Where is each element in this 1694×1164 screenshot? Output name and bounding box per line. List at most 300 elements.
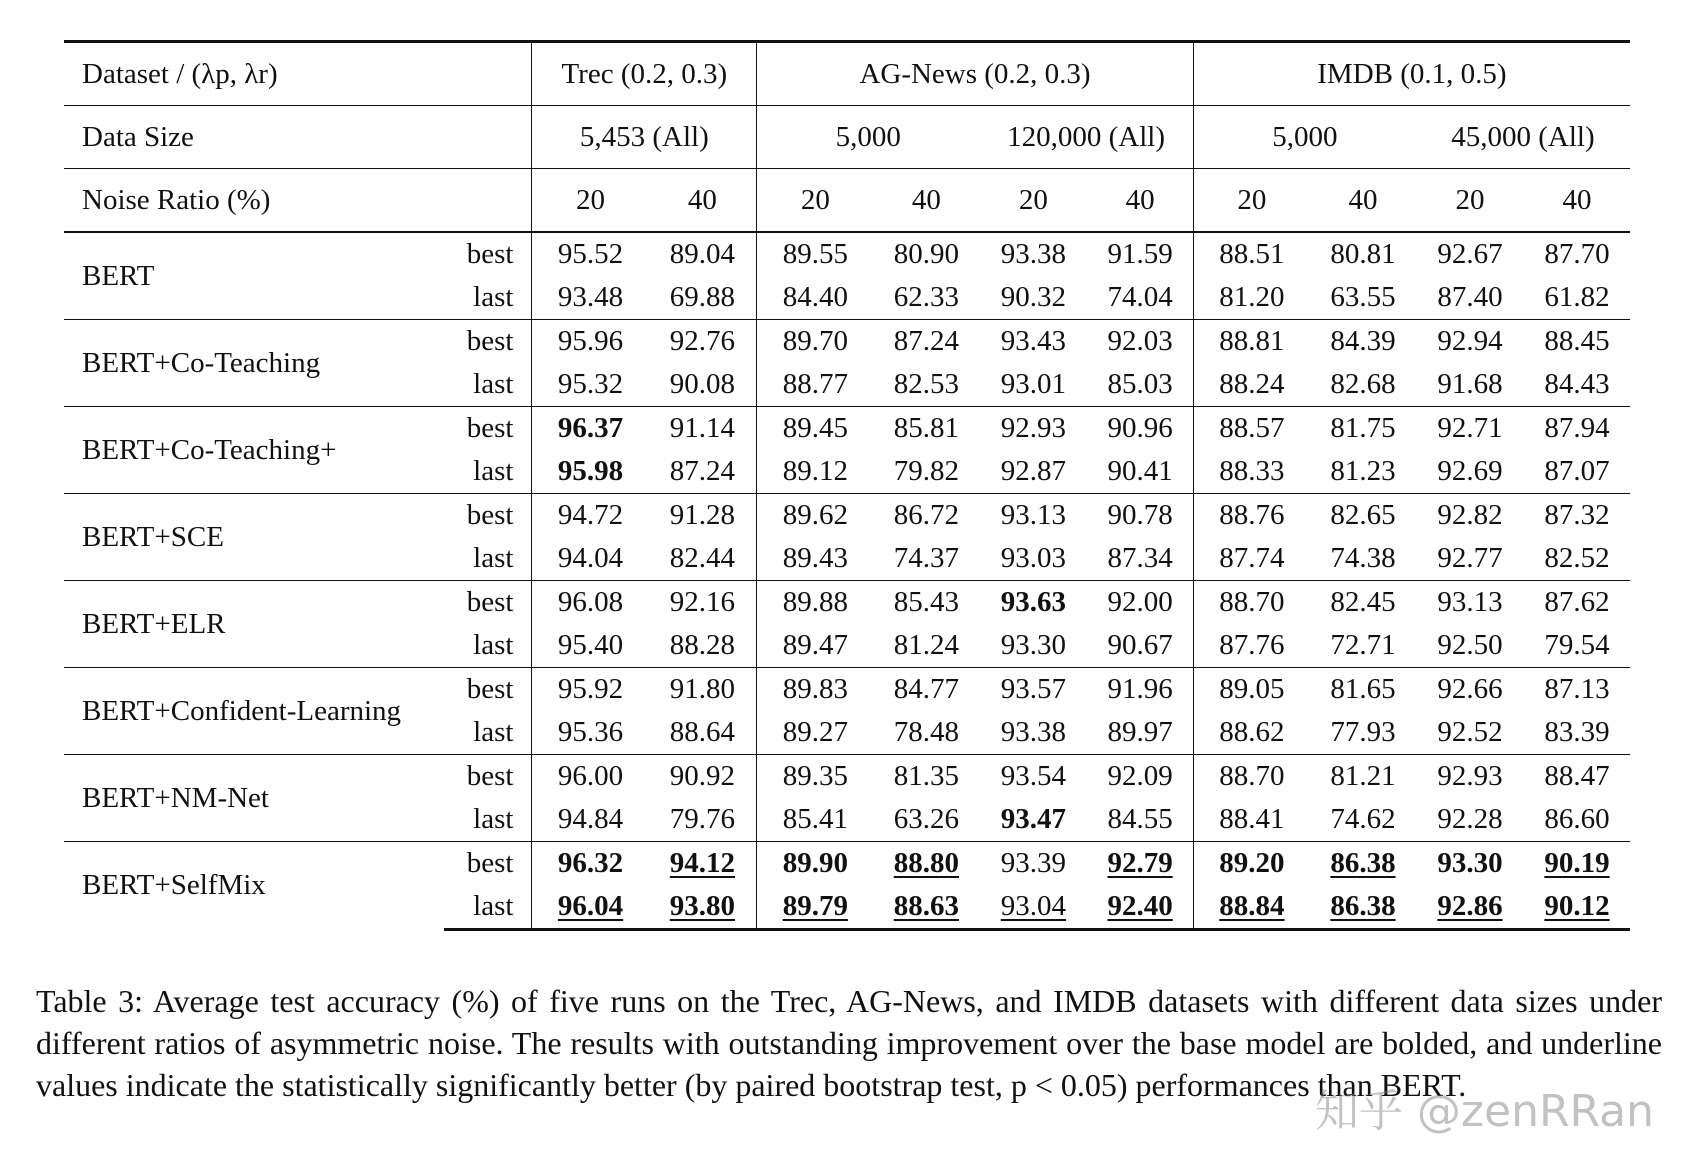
table-cell [1416,232,1524,276]
table-cell [1524,711,1630,755]
table-cell [1310,232,1416,276]
accuracy-value: 93.38 [1000,716,1066,748]
accuracy-value: 95.52 [557,238,624,270]
table-cell [979,755,1087,799]
table-cell [979,276,1087,320]
noise-ratio-cell: 20 [757,169,874,233]
accuracy-value: 74.62 [1330,803,1396,835]
table-cell [1524,624,1630,668]
table-cell [1193,494,1310,538]
table-row [64,842,1630,886]
method-name: BERT+SelfMix [64,842,444,930]
table-caption: Table 3: Average test accuracy (%) of five runs on the Trec, AG-News, and IMDB datasets with different data sizes under different ratios of asymmetric noise. The results with outstanding improvement over the base model are bolded, and underline values indicate the statistically significantly better (by paired bootstrap test, p < 0.05) performances than BERT. [36,983,1662,1103]
dataset-trec: Trec (0.2, 0.3) [532,42,757,106]
accuracy-value: 88.70 [1219,760,1285,792]
accuracy-value: 96.32 [557,847,624,879]
accuracy-value: 82.53 [893,368,959,400]
table-cell [1087,363,1193,407]
table-cell [1416,494,1524,538]
table-cell [532,668,649,712]
table-cell [1193,711,1310,755]
table-cell [1087,885,1193,930]
accuracy-value: 89.20 [1219,847,1285,879]
table-cell [1416,885,1524,930]
accuracy-value: 90.19 [1544,847,1610,879]
accuracy-value: 93.30 [1437,847,1503,879]
split-label-last: last [473,281,514,313]
table-cell [1524,581,1630,625]
table-cell [873,798,979,842]
table-cell [1193,842,1310,886]
table-cell [979,232,1087,276]
split-label-last: last [473,803,514,835]
accuracy-value: 92.52 [1437,716,1503,748]
table-cell [1524,798,1630,842]
table-cell [1416,711,1524,755]
accuracy-value: 92.67 [1437,238,1503,270]
table-cell [532,407,649,451]
table-cell [873,450,979,494]
accuracy-value: 82.65 [1330,499,1396,531]
table-cell [979,537,1087,581]
table-cell [1416,668,1524,712]
accuracy-value: 92.00 [1107,586,1173,618]
accuracy-value: 96.04 [557,890,624,922]
accuracy-value: 88.76 [1219,499,1285,531]
accuracy-value: 79.82 [893,455,959,487]
table-cell [649,581,757,625]
table-cell [649,450,757,494]
table-cell [757,624,874,668]
header-row-data-size [64,106,1630,169]
accuracy-value: 89.27 [782,716,848,748]
table-cell [1524,885,1630,930]
accuracy-value: 81.21 [1330,760,1396,792]
accuracy-value: 84.55 [1107,803,1173,835]
accuracy-value: 89.70 [782,325,848,357]
table-cell [1310,668,1416,712]
table-cell [532,494,649,538]
accuracy-value: 89.47 [782,629,848,661]
table-cell [1416,450,1524,494]
accuracy-value: 95.40 [557,629,624,661]
data-size-cell: 5,453 (All) [532,106,757,169]
table-cell [1416,537,1524,581]
accuracy-value: 90.41 [1107,455,1173,487]
table-cell [532,537,649,581]
table-cell [649,885,757,930]
accuracy-value: 82.68 [1330,368,1396,400]
split-label-last: last [473,542,514,574]
table-cell [1087,668,1193,712]
accuracy-value: 90.96 [1107,412,1173,444]
accuracy-value: 93.30 [1000,629,1066,661]
table-cell [1087,624,1193,668]
accuracy-value: 94.72 [557,499,624,531]
accuracy-value: 88.81 [1219,325,1285,357]
accuracy-value: 89.43 [782,542,848,574]
method-name: BERT [64,232,444,320]
method-name: BERT+Co-Teaching [64,320,444,407]
accuracy-value: 92.94 [1437,325,1503,357]
table-cell [757,798,874,842]
table-cell [1087,755,1193,799]
table-cell [649,407,757,451]
table-cell [1416,798,1524,842]
table-cell [1524,494,1630,538]
accuracy-value: 87.24 [669,455,736,487]
accuracy-value: 81.65 [1330,673,1396,705]
table-cell [1416,276,1524,320]
table-cell [649,798,757,842]
table-cell [873,494,979,538]
accuracy-value: 90.12 [1544,890,1610,922]
noise-ratio-cell: 40 [873,169,979,233]
table-cell [532,755,649,799]
table-cell [532,276,649,320]
table-cell [649,711,757,755]
table-cell [1087,494,1193,538]
table-cell [1193,450,1310,494]
dataset-imdb: IMDB (0.1, 0.5) [1193,42,1630,106]
split-label-last: last [473,455,514,487]
split-label-last: last [473,716,514,748]
accuracy-value: 92.93 [1437,760,1503,792]
table-cell [873,232,979,276]
accuracy-value: 82.52 [1544,542,1610,574]
accuracy-value: 80.81 [1330,238,1396,270]
accuracy-value: 93.48 [557,281,624,313]
table-cell [1193,407,1310,451]
table-cell [649,320,757,364]
noise-ratio-cell: 40 [649,169,757,233]
table-cell [873,581,979,625]
split-label-best: best [444,755,532,799]
table-cell [873,842,979,886]
table-cell [1193,755,1310,799]
accuracy-value: 88.84 [1219,890,1285,922]
table-cell [979,320,1087,364]
accuracy-value: 79.54 [1544,629,1610,661]
table-cell [979,363,1087,407]
accuracy-value: 87.34 [1107,542,1173,574]
accuracy-value: 87.70 [1544,238,1610,270]
noise-ratio-cell: 40 [1087,169,1193,233]
accuracy-value: 92.82 [1437,499,1503,531]
table-cell [532,581,649,625]
accuracy-value: 86.72 [893,499,959,531]
accuracy-value: 94.04 [557,542,624,574]
table-cell [532,363,649,407]
table-cell [649,232,757,276]
dataset-agnews: AG-News (0.2, 0.3) [757,42,1194,106]
table-cell [757,450,874,494]
accuracy-value: 95.96 [557,325,624,357]
split-label-best: best [444,494,532,538]
table-cell [979,798,1087,842]
accuracy-value: 92.93 [1000,412,1066,444]
accuracy-value: 89.79 [782,890,848,922]
accuracy-value: 88.63 [893,890,959,922]
table-cell [979,581,1087,625]
accuracy-value: 84.40 [782,281,848,313]
table-cell [1087,320,1193,364]
split-label-last: last [473,368,514,400]
table-cell [1087,711,1193,755]
table-cell [532,885,649,930]
table-row [64,668,1630,712]
table-cell [1524,755,1630,799]
accuracy-value: 95.32 [557,368,624,400]
table-row [64,407,1630,451]
table-cell [1193,581,1310,625]
accuracy-value: 74.04 [1107,281,1173,313]
table-cell [1087,450,1193,494]
accuracy-value: 93.38 [1000,238,1066,270]
accuracy-value: 88.41 [1219,803,1285,835]
noise-ratio-cell: 40 [1524,169,1630,233]
table-cell [873,711,979,755]
table-cell [532,798,649,842]
accuracy-value: 87.13 [1544,673,1610,705]
accuracy-value: 92.03 [1107,325,1173,357]
table-cell [649,494,757,538]
table-cell [1310,276,1416,320]
accuracy-value: 81.20 [1219,281,1285,313]
table-cell [757,668,874,712]
accuracy-value: 63.26 [893,803,959,835]
accuracy-value: 81.75 [1330,412,1396,444]
accuracy-value: 92.86 [1437,890,1503,922]
table-cell [1087,407,1193,451]
accuracy-value: 91.28 [669,499,736,531]
table-cell [532,450,649,494]
table-cell [649,668,757,712]
accuracy-value: 92.76 [669,325,736,357]
table-cell [1087,798,1193,842]
accuracy-value: 93.63 [1000,586,1066,618]
accuracy-value: 85.41 [782,803,848,835]
accuracy-value: 95.36 [557,716,624,748]
table-cell [1310,885,1416,930]
accuracy-value: 92.09 [1107,760,1173,792]
table-cell [1193,885,1310,930]
table-cell [649,755,757,799]
table-cell [757,232,874,276]
accuracy-value: 88.33 [1219,455,1285,487]
table-cell [873,407,979,451]
table-cell [1416,842,1524,886]
method-name: BERT+Co-Teaching+ [64,407,444,494]
accuracy-value: 87.76 [1219,629,1285,661]
table-cell [757,276,874,320]
accuracy-value: 78.48 [893,716,959,748]
noise-ratio-cell: 40 [1310,169,1416,233]
accuracy-value: 92.87 [1000,455,1066,487]
table-cell [1524,842,1630,886]
accuracy-value: 82.45 [1330,586,1396,618]
table-cell [532,842,649,886]
accuracy-value: 81.35 [893,760,959,792]
accuracy-value: 92.77 [1437,542,1503,574]
split-label-best: best [444,668,532,712]
accuracy-value: 81.24 [893,629,959,661]
accuracy-value: 96.08 [557,586,624,618]
table-cell [1416,755,1524,799]
table-cell [1310,407,1416,451]
table-cell [1087,232,1193,276]
table-cell [1524,668,1630,712]
split-label-best: best [444,407,532,451]
data-size-label: Data Size [64,106,532,169]
accuracy-value: 87.62 [1544,586,1610,618]
table-cell [979,407,1087,451]
accuracy-value: 93.13 [1437,586,1503,618]
accuracy-value: 61.82 [1544,281,1610,313]
accuracy-value: 91.68 [1437,368,1503,400]
accuracy-value: 74.37 [893,542,959,574]
table-cell [873,624,979,668]
accuracy-value: 93.47 [1000,803,1066,835]
table-cell [1310,711,1416,755]
table-cell [1193,668,1310,712]
accuracy-value: 83.39 [1544,716,1610,748]
table-cell [873,885,979,930]
table-cell [979,450,1087,494]
table-cell [1087,581,1193,625]
accuracy-value: 88.24 [1219,368,1285,400]
table-row [64,581,1630,625]
accuracy-value: 91.96 [1107,673,1173,705]
table-cell [757,755,874,799]
method-name: BERT+NM-Net [64,755,444,842]
table-cell [1524,407,1630,451]
accuracy-value: 88.45 [1544,325,1610,357]
table-cell [1524,450,1630,494]
accuracy-value: 93.39 [1000,847,1066,879]
table-cell [649,537,757,581]
table-cell [1310,798,1416,842]
noise-ratio-cell: 20 [1193,169,1310,233]
accuracy-value: 85.03 [1107,368,1173,400]
accuracy-value: 62.33 [893,281,959,313]
table-cell [532,320,649,364]
accuracy-value: 90.67 [1107,629,1173,661]
accuracy-value: 92.66 [1437,673,1503,705]
table-cell [649,363,757,407]
method-name: BERT+Confident-Learning [64,668,444,755]
table-cell [873,668,979,712]
results-table-container [64,40,1630,931]
table-row [64,755,1630,799]
method-name: BERT+SCE [64,494,444,581]
data-size-cell: 45,000 (All) [1416,106,1630,169]
accuracy-value: 95.98 [557,455,624,487]
accuracy-value: 84.39 [1330,325,1396,357]
accuracy-value: 72.71 [1330,629,1396,661]
accuracy-value: 93.43 [1000,325,1066,357]
accuracy-value: 93.04 [1000,890,1066,922]
table-cell [1310,842,1416,886]
table-cell [757,711,874,755]
accuracy-value: 94.84 [557,803,624,835]
accuracy-value: 89.88 [782,586,848,618]
accuracy-value: 86.38 [1330,847,1396,879]
accuracy-value: 79.76 [669,803,736,835]
accuracy-value: 90.08 [669,368,736,400]
table-cell [757,581,874,625]
accuracy-value: 93.03 [1000,542,1066,574]
table-cell [1310,755,1416,799]
table-cell [979,885,1087,930]
accuracy-value: 90.78 [1107,499,1173,531]
accuracy-value: 88.80 [893,847,959,879]
accuracy-value: 89.83 [782,673,848,705]
table-cell [649,276,757,320]
split-label-best: best [444,581,532,625]
table-cell [873,537,979,581]
table-cell [1087,537,1193,581]
accuracy-value: 92.40 [1107,890,1173,922]
table-cell [1310,581,1416,625]
accuracy-value: 89.12 [782,455,848,487]
table-cell [1310,494,1416,538]
accuracy-value: 89.35 [782,760,848,792]
table-cell [1087,842,1193,886]
accuracy-value: 88.64 [669,716,736,748]
table-cell [757,842,874,886]
accuracy-value: 89.05 [1219,673,1285,705]
accuracy-value: 63.55 [1330,281,1396,313]
accuracy-value: 93.13 [1000,499,1066,531]
accuracy-value: 88.57 [1219,412,1285,444]
data-size-cell: 5,000 [1193,106,1416,169]
accuracy-value: 89.55 [782,238,848,270]
table-row [64,320,1630,364]
accuracy-value: 89.45 [782,412,848,444]
table-cell [1524,320,1630,364]
table-cell [1416,581,1524,625]
accuracy-value: 91.80 [669,673,736,705]
accuracy-value: 92.71 [1437,412,1503,444]
accuracy-value: 85.81 [893,412,959,444]
accuracy-value: 87.40 [1437,281,1503,313]
table-row [64,494,1630,538]
table-cell [757,885,874,930]
table-cell [873,320,979,364]
accuracy-value: 87.32 [1544,499,1610,531]
table-cell [757,537,874,581]
accuracy-value: 88.51 [1219,238,1285,270]
table-cell [757,407,874,451]
accuracy-value: 89.97 [1107,716,1173,748]
accuracy-value: 80.90 [893,238,959,270]
table-cell [532,624,649,668]
accuracy-value: 74.38 [1330,542,1396,574]
table-cell [873,755,979,799]
table-cell [873,363,979,407]
table-cell [532,711,649,755]
accuracy-value: 84.43 [1544,368,1610,400]
table-cell [979,494,1087,538]
accuracy-value: 88.28 [669,629,736,661]
accuracy-value: 93.54 [1000,760,1066,792]
table-cell [1416,363,1524,407]
accuracy-value: 88.47 [1544,760,1610,792]
accuracy-value: 89.62 [782,499,848,531]
table-cell [1193,537,1310,581]
accuracy-value: 87.74 [1219,542,1285,574]
